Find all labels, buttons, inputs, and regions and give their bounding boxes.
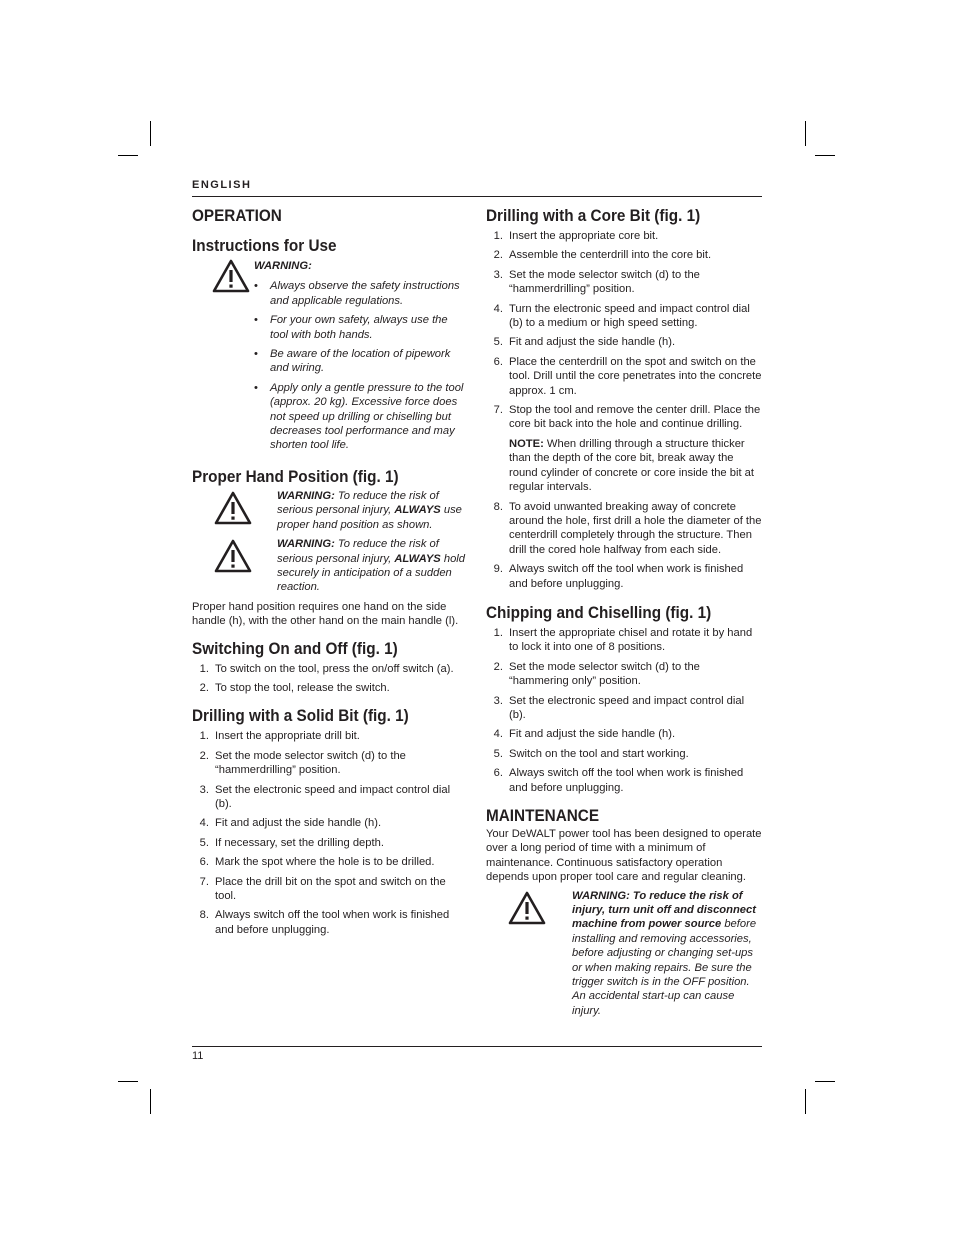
- step-text: To avoid unwanted breaking away of concrete around the hole, first drill a hole the diameter of the centerdrill completely through the structure. Then drill the cored hole halfway from each side.: [509, 500, 762, 556]
- warning-emphasis: ALWAYS: [394, 504, 441, 517]
- warning-text: To reduce the risk of serious personal injury,: [277, 489, 439, 517]
- step-text: Insert the appropriate chisel and rotate it by hand to lock it into one of 8 positions.: [509, 626, 753, 654]
- chipping-title: Chipping and Chiselling (fig. 1): [486, 602, 712, 622]
- list-item: [192, 662, 468, 676]
- step-text: Fit and adjust the side handle (h).: [509, 728, 676, 741]
- maintenance-title: MAINTENANCE: [486, 806, 600, 825]
- crop-mark: [805, 1089, 806, 1114]
- step-text: Place the drill bit on the spot and switch on the tool.: [215, 875, 446, 902]
- step-text: Insert the appropriate drill bit.: [215, 730, 360, 743]
- bullet-icon: •: [254, 314, 258, 327]
- step-text: Set the mode selector switch (d) to the “hammering only” position.: [509, 660, 700, 688]
- step-text: Assemble the centerdrill into the core bit.: [509, 249, 712, 262]
- list-item: [486, 660, 762, 689]
- step-number: 4.: [493, 302, 503, 315]
- step-text: Turn the electronic speed and impact control dial (b) to a medium or high speed setting.: [509, 302, 750, 330]
- step-text: To stop the tool, release the switch.: [215, 681, 390, 694]
- warning-text: use proper hand position as shown.: [277, 504, 462, 531]
- bullet-icon: •: [254, 381, 258, 394]
- switching-steps: [192, 662, 468, 696]
- note-text: When drilling through a structure thicker than the depth of the core bit, break away the round cylinder of concrete or core inside the bit at regular intervals.: [509, 437, 755, 494]
- step-number: 5.: [493, 336, 503, 349]
- step-text: Always switch off the tool when work is finished and before unplugging.: [215, 909, 450, 936]
- list-item: [192, 749, 468, 778]
- hand-position-title: Proper Hand Position (fig. 1): [192, 466, 399, 486]
- hand-warning-2: [192, 537, 468, 595]
- crop-mark: [815, 1081, 835, 1082]
- list-item: [192, 816, 468, 830]
- switching-title: Switching On and Off (fig. 1): [192, 638, 398, 658]
- list-item: [192, 681, 468, 695]
- list-item: [192, 836, 468, 850]
- bullet-text: Always observe the safety instructions and applicable regulations.: [270, 280, 460, 307]
- chipping-steps: [486, 626, 762, 795]
- hand-warning-1: [192, 489, 468, 532]
- step-text: Mark the spot where the hole is to be drilled.: [215, 856, 435, 869]
- warning-icon: [486, 889, 572, 929]
- step-number: 6.: [493, 767, 503, 780]
- list-item: [192, 908, 468, 937]
- maintenance-body: Your DeWALT power tool has been designed to operate over a long period of time with a minimum of maintenance. Continuous satisfactory operation depends upon proper tool care and regular cleaning.: [486, 828, 762, 884]
- bullet-text: Be aware of the location of pipework and wiring.: [270, 348, 451, 375]
- step-text: Place the centerdrill on the spot and switch on the tool. Drill until the core penetrates into the concrete approx. 1 cm.: [509, 355, 762, 397]
- list-item: [486, 302, 762, 331]
- core-bit-note: [486, 437, 762, 495]
- step-text: Always switch off the tool when work is finished and before unplugging.: [509, 767, 744, 794]
- step-number: 2.: [199, 681, 209, 694]
- list-item: [486, 403, 762, 432]
- bullet-icon: •: [254, 348, 258, 361]
- list-item: [486, 766, 762, 795]
- list-item: [254, 313, 468, 342]
- operation-title: OPERATION: [192, 206, 282, 225]
- crop-mark: [815, 155, 835, 156]
- list-item: [486, 355, 762, 398]
- list-item: [254, 279, 468, 308]
- hand-position-body: Proper hand position requires one hand on the side handle (h), with the other hand on the main handle (l).: [192, 600, 459, 628]
- step-number: 3.: [493, 694, 503, 707]
- step-number: 4.: [493, 728, 503, 741]
- list-item: [486, 248, 762, 262]
- step-number: 1.: [199, 730, 209, 743]
- solid-bit-title: Drilling with a Solid Bit (fig. 1): [192, 706, 409, 726]
- instructions-title: Instructions for Use: [192, 236, 337, 255]
- step-text: Fit and adjust the side handle (h).: [509, 336, 676, 349]
- note-label: NOTE:: [509, 437, 544, 450]
- warning-text: To reduce the risk of serious personal injury,: [277, 538, 439, 565]
- step-text: Set the mode selector switch (d) to the “hammerdrilling” position.: [509, 268, 700, 296]
- warning-bold-text: WARNING: To reduce the risk of injury, turn unit off and disconnect machine from power source: [572, 889, 756, 931]
- core-bit-steps: [486, 229, 762, 432]
- step-number: 1.: [199, 662, 209, 675]
- crop-mark: [118, 1081, 138, 1082]
- step-text: To switch on the tool, press the on/off switch (a).: [215, 662, 454, 675]
- right-column: [486, 205, 762, 1018]
- warning-text: before installing and removing accessories, before adjusting or changing set-ups or when making repairs. Be sure the trigger switch is in the OFF position. An accidental start-up can cause injury.: [572, 918, 757, 1017]
- step-number: 1.: [493, 230, 503, 242]
- step-text: Set the mode selector switch (d) to the “hammerdrilling” position.: [215, 749, 406, 777]
- list-item: [254, 381, 468, 453]
- crop-mark: [150, 121, 151, 146]
- step-text: Stop the tool and remove the center drill. Place the core bit back into the hole and continue drilling.: [509, 404, 761, 431]
- step-number: 6.: [199, 856, 209, 869]
- step-number: 2.: [493, 660, 503, 673]
- crop-mark: [150, 1089, 151, 1114]
- step-number: 3.: [199, 783, 209, 796]
- core-bit-title: Drilling with a Core Bit (fig. 1): [486, 206, 701, 225]
- list-item: [486, 626, 762, 655]
- step-text: Always switch off the tool when work is finished and before unplugging.: [509, 563, 744, 590]
- warning-label: WARNING:: [277, 538, 335, 551]
- step-text: Insert the appropriate core bit.: [509, 230, 659, 242]
- bullet-text: For your own safety, always use the tool with both hands.: [270, 314, 448, 341]
- step-number: 2.: [493, 249, 503, 262]
- list-item: [486, 694, 762, 723]
- list-item: [486, 229, 762, 243]
- step-number: 9.: [493, 563, 503, 576]
- warning-label: WARNING:: [254, 260, 312, 272]
- bullet-text: Apply only a gentle pressure to the tool (approx. 20 kg). Excessive force does not speed up drilling or chiselling but decreases tool performance and may shorten tool life.: [270, 381, 464, 452]
- warning-text: hold securely in anticipation of a sudden reaction.: [277, 552, 466, 594]
- step-number: 7.: [493, 404, 503, 417]
- step-text: If necessary, set the drilling depth.: [215, 836, 384, 849]
- list-item: [486, 747, 762, 761]
- step-number: 5.: [493, 747, 503, 760]
- step-number: 5.: [199, 836, 209, 849]
- step-number: 8.: [199, 909, 209, 922]
- crop-mark: [118, 155, 138, 156]
- warning-emphasis: ALWAYS: [394, 552, 441, 565]
- list-item: [486, 268, 762, 297]
- maintenance-warning: [486, 889, 762, 1019]
- list-item: [486, 335, 762, 349]
- core-bit-steps-continued: [486, 500, 762, 591]
- step-number: 7.: [199, 875, 209, 888]
- step-text: Switch on the tool and start working.: [509, 747, 689, 760]
- list-item: [192, 855, 468, 869]
- language-label: ENGLISH: [192, 179, 252, 191]
- warning-icon: [192, 537, 278, 577]
- warning-label: WARNING:: [277, 489, 335, 502]
- step-number: 3.: [493, 268, 503, 281]
- bullet-icon: •: [254, 280, 258, 293]
- step-number: 1.: [493, 626, 503, 639]
- step-number: 4.: [199, 817, 209, 830]
- solid-bit-steps: [192, 729, 468, 937]
- left-column: [192, 205, 468, 942]
- list-item: [486, 562, 762, 591]
- warning-icon: [192, 489, 278, 529]
- instructions-bullets: [254, 279, 468, 452]
- list-item: [486, 500, 762, 558]
- list-item: [192, 875, 468, 904]
- list-item: [192, 729, 468, 743]
- page-number: 11: [192, 1050, 204, 1062]
- step-number: 2.: [199, 749, 209, 762]
- step-number: 8.: [493, 500, 503, 513]
- list-item: [254, 347, 468, 376]
- list-item: [192, 783, 468, 812]
- crop-mark: [805, 121, 806, 146]
- list-item: [486, 727, 762, 741]
- header-rule: [192, 196, 762, 197]
- instructions-warning: [192, 259, 468, 458]
- step-text: Set the electronic speed and impact control dial (b).: [509, 694, 745, 721]
- step-text: Fit and adjust the side handle (h).: [215, 817, 382, 830]
- step-number: 6.: [493, 355, 503, 368]
- step-text: Set the electronic speed and impact control dial (b).: [215, 783, 451, 810]
- footer-rule: [192, 1046, 762, 1047]
